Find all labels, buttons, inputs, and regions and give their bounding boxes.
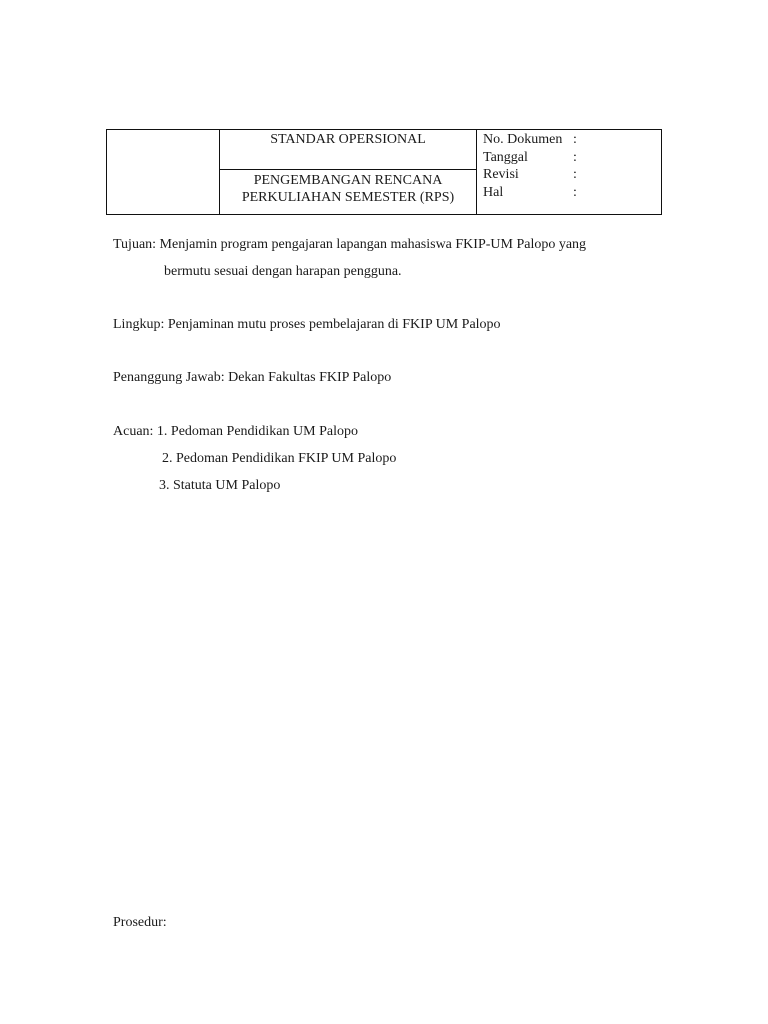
meta-label: Tanggal	[483, 149, 528, 165]
title-bottom	[220, 170, 476, 215]
tujuan-line2: bermutu sesuai dengan harapan pengguna.	[164, 264, 402, 279]
meta-colon: :	[573, 132, 577, 147]
lingkup: Lingkup: Penjaminan mutu proses pembelajaran di FKIP UM Palopo	[113, 317, 501, 332]
meta-label: Revisi	[483, 167, 519, 182]
meta-row-hal	[483, 184, 661, 202]
meta-colon: :	[573, 149, 577, 165]
meta-row-revisi	[483, 166, 661, 184]
acuan-item-3: 3. Statuta UM Palopo	[159, 478, 281, 493]
acuan-item-1: Acuan: 1. Pedoman Pendidikan UM Palopo	[113, 424, 358, 439]
meta-colon: :	[573, 184, 577, 200]
prosedur-heading: Prosedur:	[113, 915, 167, 930]
title-top: STANDAR OPERSIONAL	[220, 130, 476, 170]
logo-cell	[107, 130, 220, 214]
meta-cell	[477, 130, 661, 214]
meta-label: Hal	[483, 184, 504, 200]
acuan-item-2: 2. Pedoman Pendidikan FKIP UM Palopo	[162, 451, 397, 466]
meta-label: No. Dokumen	[483, 132, 563, 147]
meta-colon: :	[573, 167, 577, 182]
tujuan-line1: Tujuan: Menjamin program pengajaran lapangan mahasiswa FKIP-UM Palopo yang	[113, 237, 587, 252]
title-bottom-line1: PENGEMBANGAN RENCANA	[253, 173, 443, 188]
header-table	[106, 129, 662, 215]
title-bottom-line2: PERKULIAHAN SEMESTER (RPS)	[241, 190, 455, 205]
title-cell	[220, 130, 477, 214]
penanggung-jawab: Penanggung Jawab: Dekan Fakultas FKIP Palopo	[113, 370, 392, 385]
meta-row-tanggal	[483, 149, 661, 167]
meta-row-no-dokumen	[483, 131, 661, 149]
